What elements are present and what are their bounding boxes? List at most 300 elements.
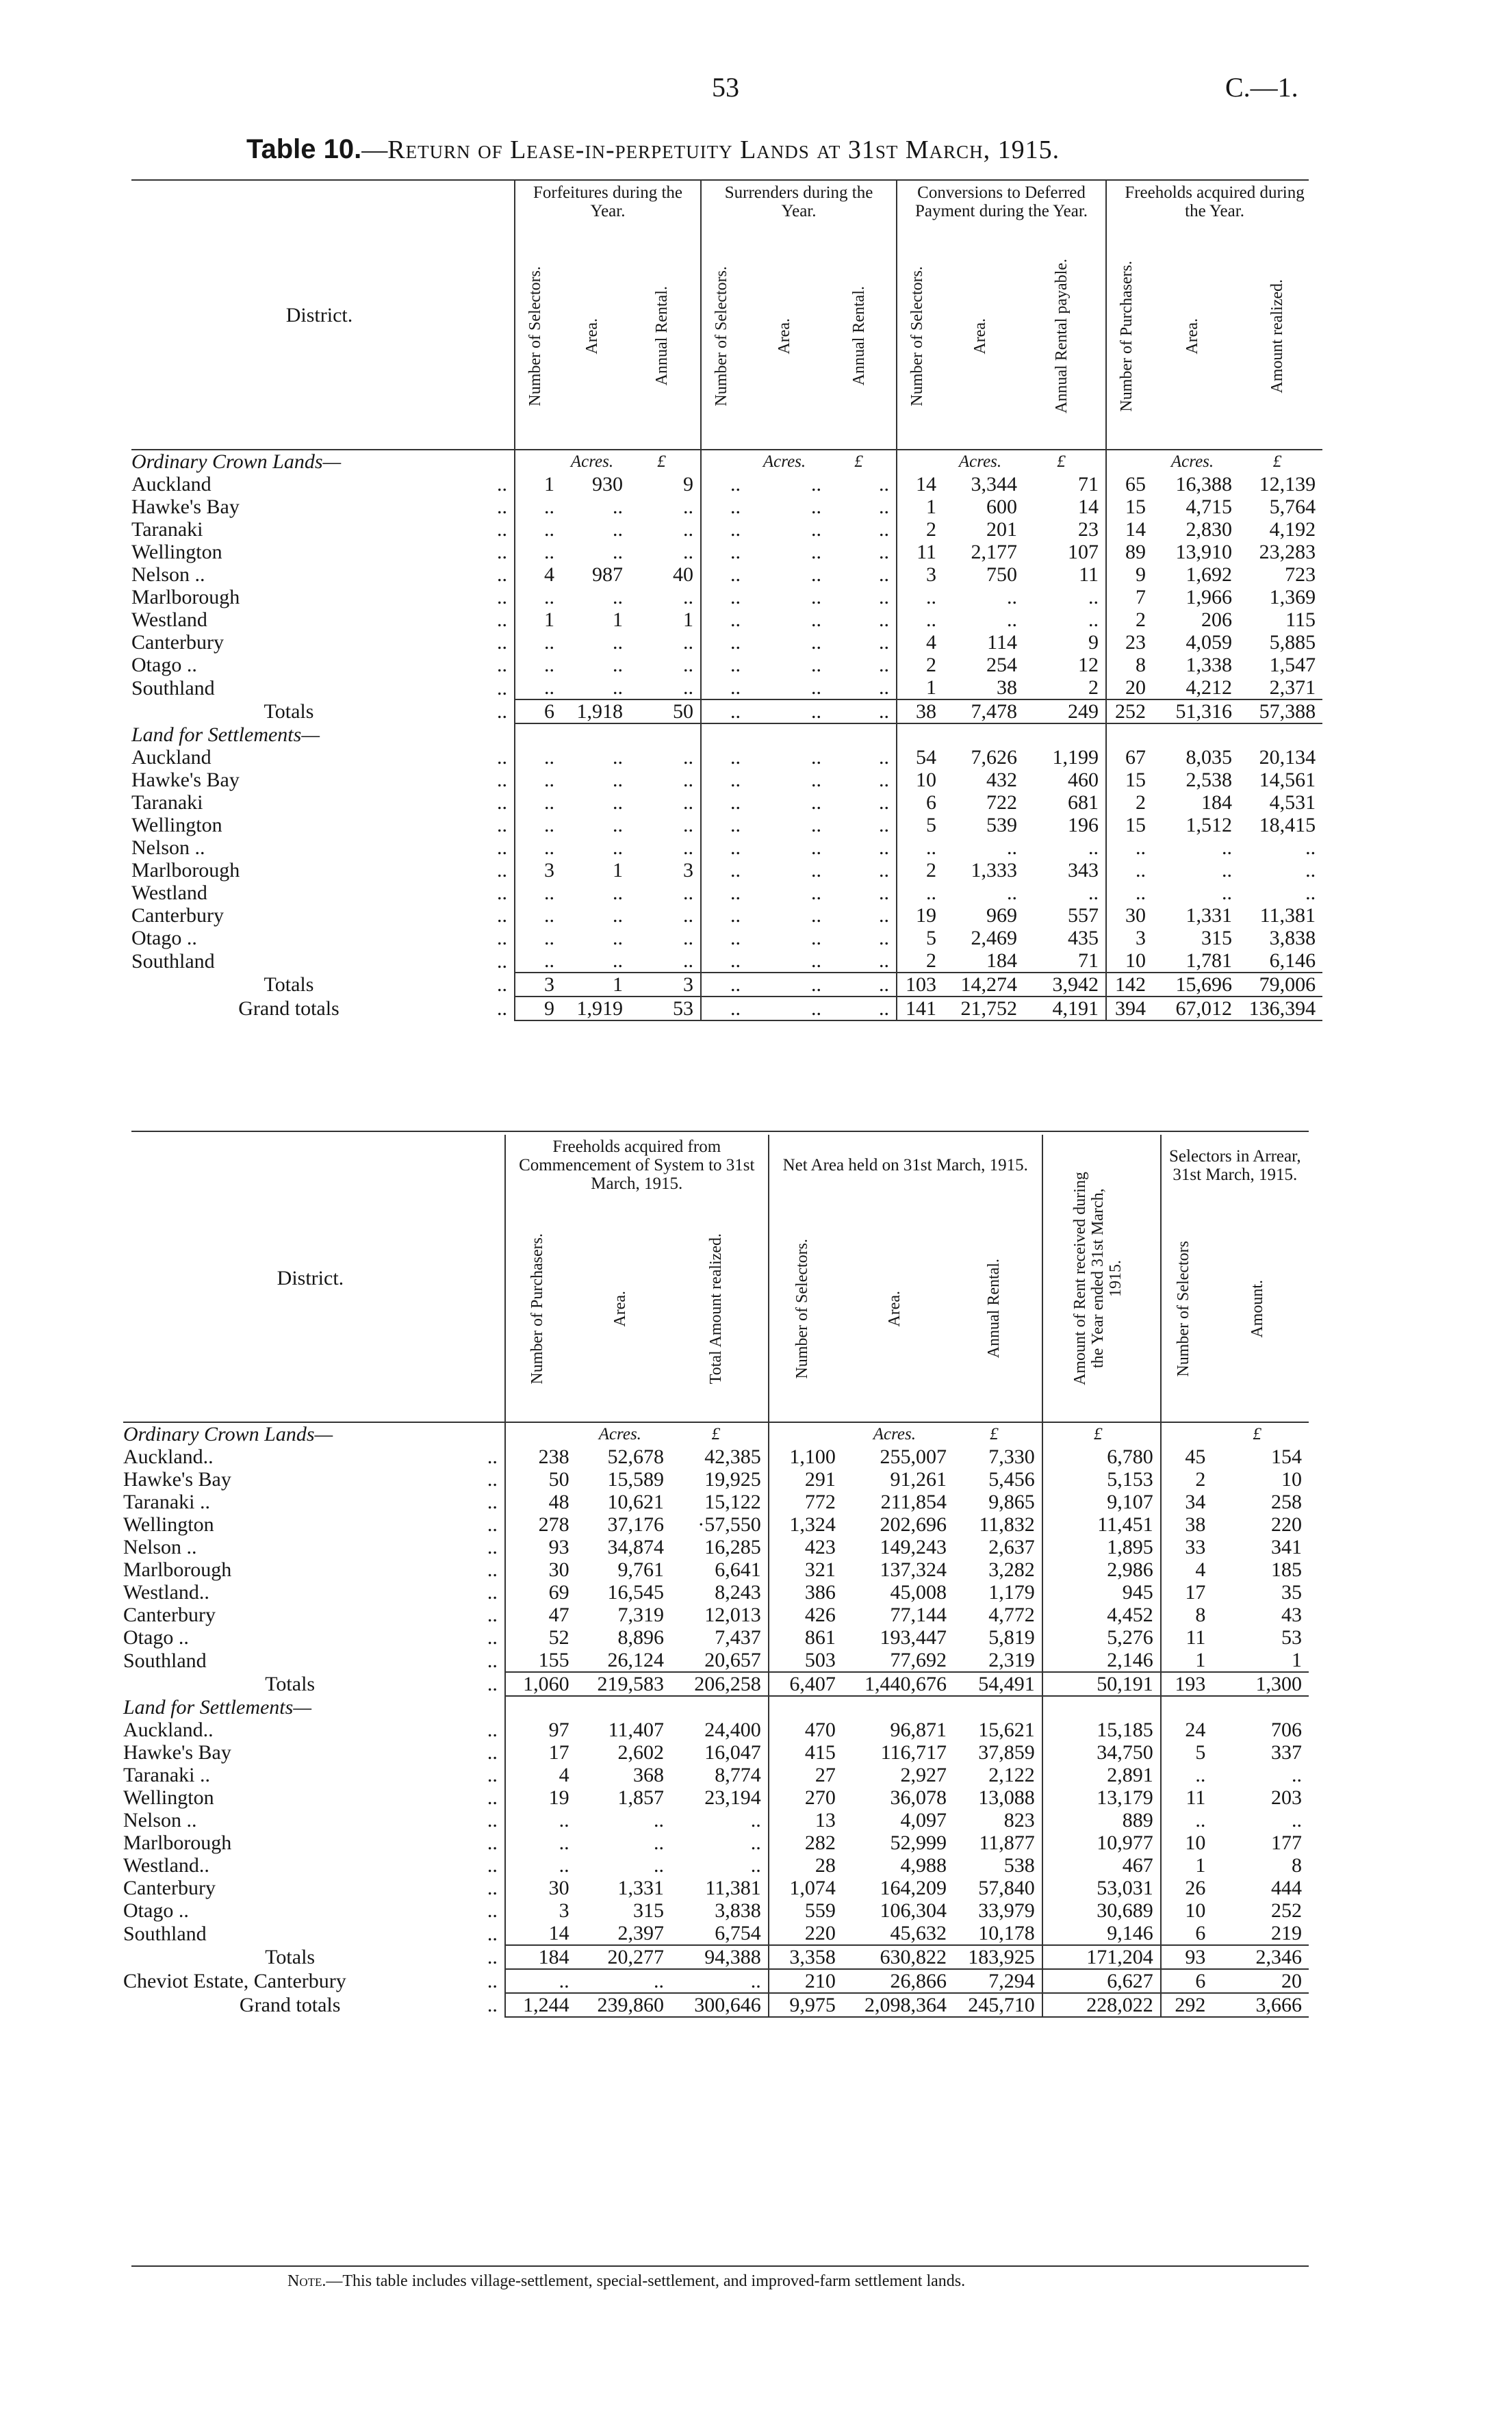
cell-value: 2 — [897, 654, 943, 676]
cell-value: 315 — [1201, 927, 1233, 949]
grand-total-value: .. — [747, 997, 828, 1020]
cell-value: .. — [1305, 882, 1316, 904]
cell-value: 220 — [1271, 1513, 1302, 1536]
cell-value: 35 — [1281, 1581, 1302, 1604]
column-header: Number of Selectors — [1161, 1196, 1213, 1422]
cell-value: 69 — [505, 1581, 576, 1604]
cell-value: 423 — [769, 1536, 843, 1558]
district-header: District. — [285, 303, 353, 326]
cell-value: 2 — [897, 859, 943, 882]
leader-dots: .. — [497, 927, 507, 949]
unit-label — [1042, 1696, 1161, 1719]
cell-value: .. — [1305, 836, 1316, 859]
cell-value: .. — [1222, 836, 1233, 859]
grand-total-value: .. — [828, 997, 897, 1020]
cell-value: 4 — [897, 631, 943, 654]
cell-value: .. — [701, 541, 747, 563]
cell-value: 5,276 — [1042, 1626, 1161, 1649]
cell-value: 11,451 — [1042, 1513, 1161, 1536]
leader-dots: .. — [487, 1604, 498, 1626]
cell-value: .. — [811, 586, 822, 608]
cell-value: 17 — [1161, 1581, 1213, 1604]
unit-label — [576, 1696, 671, 1719]
cell-value: .. — [613, 496, 623, 518]
cell-value: 321 — [769, 1558, 843, 1581]
cell-value: 681 — [1068, 791, 1099, 814]
unit-label — [1239, 723, 1322, 746]
leader-dots: .. — [487, 1445, 498, 1468]
unit-label — [769, 1422, 843, 1445]
bottom-rule — [131, 2265, 1309, 2267]
document-reference: C.—1. — [1225, 72, 1298, 103]
cell-value: 1,966 — [1186, 586, 1233, 608]
total-value: 54,491 — [953, 1672, 1042, 1696]
unit-label: £ — [1272, 452, 1282, 471]
total-value: 3,942 — [1024, 973, 1106, 997]
total-value: 50,191 — [1042, 1672, 1161, 1696]
footnote — [287, 2272, 965, 2291]
freehold-area-table — [123, 1135, 1309, 2018]
cell-value: 10,977 — [1042, 1832, 1161, 1854]
cell-value: .. — [811, 949, 822, 972]
district-name: Southland — [131, 949, 215, 973]
cell-value: .. — [701, 746, 747, 769]
selectors-arrear-group-header: Selectors in Arrear, 31st March, 1915. — [1161, 1135, 1309, 1196]
total-value: 3,358 — [769, 1945, 843, 1969]
cell-value: 26 — [1161, 1877, 1213, 1899]
cell-value: 2 — [897, 949, 943, 973]
cell-value: 435 — [1068, 927, 1099, 949]
cell-value: .. — [897, 586, 943, 608]
grand-total-value: 292 — [1161, 1993, 1213, 2017]
grand-total-value: 300,646 — [671, 1993, 769, 2017]
leader-dots: .. — [497, 769, 507, 791]
cell-value: .. — [613, 676, 623, 699]
unit-label — [897, 450, 943, 473]
cell-value: 3,838 — [715, 1899, 761, 1922]
cell-value: .. — [1292, 1764, 1302, 1786]
leader-dots: .. — [497, 997, 507, 1020]
cell-value: .. — [613, 814, 623, 836]
cell-value: .. — [515, 631, 561, 654]
cell-value: .. — [879, 518, 890, 541]
unit-label — [701, 450, 747, 473]
total-value: .. — [701, 973, 747, 997]
cell-value: .. — [515, 836, 561, 859]
leader-dots: .. — [487, 1877, 498, 1899]
cell-value: .. — [701, 608, 747, 631]
leader-dots: .. — [497, 814, 507, 836]
cell-value: .. — [505, 1969, 576, 1993]
cell-value: 57,840 — [978, 1877, 1035, 1899]
cell-value: .. — [750, 1854, 761, 1877]
district-name: Otago .. — [131, 654, 197, 676]
column-header: Amount. — [1248, 1279, 1266, 1338]
cell-value: 3 — [505, 1899, 576, 1922]
cell-value: 30 — [1106, 904, 1153, 927]
cell-value: 2,177 — [971, 541, 1018, 563]
district-row — [131, 473, 1322, 496]
district-row — [131, 882, 1322, 904]
cell-value: 13 — [769, 1809, 843, 1832]
cell-value: .. — [879, 586, 890, 608]
cell-value: 5 — [1161, 1741, 1213, 1764]
district-name: Westland.. — [123, 1581, 209, 1604]
district-name: Taranaki .. — [123, 1764, 211, 1786]
cell-value: .. — [879, 496, 890, 518]
cell-value: 20 — [1106, 676, 1153, 699]
cell-value: 16,047 — [704, 1741, 761, 1764]
net-area-group-header: Net Area held on 31st March, 1915. — [769, 1135, 1042, 1196]
cell-value: 2,371 — [1269, 676, 1316, 699]
cell-value: 1,333 — [971, 859, 1018, 882]
district-row — [131, 769, 1322, 791]
district-row — [123, 1922, 1309, 1945]
cell-value: 52,678 — [607, 1445, 664, 1468]
cell-value: .. — [613, 882, 623, 904]
unit-label: Acres. — [570, 452, 614, 471]
cell-value: 9 — [683, 473, 694, 496]
cell-value: 1,369 — [1269, 586, 1316, 608]
section-header-row — [131, 723, 1322, 746]
cell-value: 14,561 — [1259, 769, 1316, 791]
cell-value: 177 — [1271, 1832, 1302, 1854]
freeholds-commencement-group-header: Freeholds acquired from Commencement of System to 31st March, 1915. — [505, 1135, 769, 1196]
leader-dots: .. — [487, 1946, 498, 1968]
cell-value: .. — [1305, 859, 1316, 882]
district-name: Nelson .. — [123, 1809, 197, 1832]
grand-total-value: 245,710 — [953, 1993, 1042, 2017]
cell-value: 19 — [897, 904, 943, 927]
middle-rule — [131, 1131, 1309, 1132]
district-header: District. — [277, 1267, 344, 1289]
column-header: Area. — [776, 318, 794, 355]
cell-value: 4,988 — [900, 1854, 947, 1877]
district-name: Westland — [131, 608, 207, 631]
totals-row — [131, 699, 1322, 723]
unit-label — [505, 1696, 576, 1719]
cell-value: 2,538 — [1186, 769, 1233, 791]
unit-label — [1161, 1696, 1213, 1719]
cell-value: .. — [613, 949, 623, 972]
page-number: 53 — [712, 72, 739, 103]
cell-value: 4,192 — [1269, 518, 1316, 541]
cell-value: 71 — [1078, 473, 1099, 496]
cell-value: 4,097 — [900, 1809, 947, 1832]
cell-value: 945 — [1042, 1581, 1161, 1604]
district-name: Marlborough — [123, 1832, 232, 1854]
cell-value: .. — [701, 631, 747, 654]
cell-value: 34,874 — [607, 1536, 664, 1558]
cell-value: .. — [515, 518, 561, 541]
grand-totals-row — [123, 1993, 1309, 2017]
cell-value: 12 — [1078, 654, 1099, 676]
totals-label: Totals — [264, 700, 314, 723]
cell-value: 164,209 — [880, 1877, 947, 1899]
totals-row — [123, 1945, 1309, 1969]
leader-dots: .. — [487, 1649, 498, 1672]
totals-label: Totals — [265, 1673, 316, 1695]
leader-dots: .. — [497, 746, 507, 769]
cell-value: .. — [613, 769, 623, 791]
cell-value: .. — [613, 586, 623, 608]
total-value: 249 — [1024, 699, 1106, 723]
leader-dots: .. — [497, 700, 507, 723]
cell-value: 114 — [987, 631, 1018, 654]
total-value: 93 — [1161, 1945, 1213, 1969]
cell-value: 559 — [769, 1899, 843, 1922]
district-row — [131, 836, 1322, 859]
cell-value: 77,144 — [890, 1604, 947, 1626]
district-row — [131, 904, 1322, 927]
cell-value: 539 — [986, 814, 1018, 836]
cell-value: .. — [1161, 1809, 1213, 1832]
forfeitures-group-header: Forfeitures during the Year. — [515, 181, 701, 223]
cell-value: .. — [515, 927, 561, 949]
total-value: 206,258 — [671, 1672, 769, 1696]
cell-value: 823 — [1003, 1809, 1035, 1832]
cell-value: .. — [654, 1854, 664, 1877]
column-header: Area. — [885, 1290, 904, 1327]
cell-value: 9 — [1106, 563, 1153, 586]
cell-value: .. — [811, 518, 822, 541]
leader-dots: .. — [497, 973, 507, 996]
cell-value: .. — [613, 904, 623, 927]
cell-value: .. — [515, 814, 561, 836]
total-value: 7,478 — [943, 699, 1024, 723]
cell-value: 30,689 — [1042, 1899, 1161, 1922]
cell-value: 291 — [769, 1468, 843, 1491]
leader-dots: .. — [487, 1899, 498, 1922]
cell-value: 52,999 — [890, 1832, 947, 1854]
rent-received-header: Amount of Rent received during the Year ended 31st March, 1915. — [1042, 1135, 1161, 1422]
district-name: Hawke's Bay — [123, 1468, 231, 1491]
district-name: Nelson .. — [123, 1536, 197, 1558]
leader-dots: .. — [497, 473, 507, 496]
grand-total-value: 4,191 — [1024, 997, 1106, 1020]
cell-value: 27 — [769, 1764, 843, 1786]
cell-value: 4,452 — [1042, 1604, 1161, 1626]
cell-value: .. — [701, 949, 747, 973]
unit-label — [1212, 1696, 1309, 1719]
grand-total-value: 21,752 — [943, 997, 1024, 1020]
column-header: Area. — [583, 318, 601, 355]
cell-value: 15 — [1106, 769, 1153, 791]
district-row — [123, 1491, 1309, 1513]
cell-value: 16,285 — [704, 1536, 761, 1558]
cell-value: .. — [879, 904, 890, 927]
cell-value: .. — [811, 746, 822, 769]
cell-value: 8,035 — [1186, 746, 1233, 769]
cell-value: 861 — [769, 1626, 843, 1649]
cell-value: 2,986 — [1042, 1558, 1161, 1581]
cell-value: 444 — [1271, 1877, 1302, 1899]
cell-value: .. — [1222, 859, 1233, 882]
cell-value: 9,761 — [617, 1558, 664, 1581]
district-name: Auckland — [131, 746, 212, 769]
district-row — [131, 814, 1322, 836]
district-row — [131, 791, 1322, 814]
column-header: Number of Selectors. — [515, 223, 561, 450]
section-header-row — [123, 1696, 1309, 1719]
leader-dots: .. — [497, 949, 507, 973]
grand-totals-row — [131, 997, 1322, 1020]
cell-value: 1 — [515, 608, 561, 631]
cell-value: 2,146 — [1042, 1649, 1161, 1672]
cell-value: 67 — [1106, 746, 1153, 769]
cell-value: .. — [683, 496, 694, 518]
district-row — [123, 1832, 1309, 1854]
cell-value: 278 — [505, 1513, 576, 1536]
cell-value: 11,877 — [979, 1832, 1035, 1854]
table-number: Table 10. — [246, 134, 362, 164]
cell-value: 1,692 — [1186, 563, 1233, 586]
unit-label — [897, 723, 943, 746]
unit-label: Acres. — [1170, 452, 1214, 471]
cell-value: .. — [701, 654, 747, 676]
cell-value: .. — [750, 1809, 761, 1832]
unit-label — [1106, 723, 1153, 746]
total-value: .. — [747, 699, 828, 723]
cell-value: .. — [515, 904, 561, 927]
cell-value: 6 — [1161, 1969, 1213, 1993]
cell-value: 1,338 — [1186, 654, 1233, 676]
cell-value: .. — [811, 814, 822, 836]
cell-value: 270 — [769, 1786, 843, 1809]
total-value: 183,925 — [953, 1945, 1042, 1969]
cell-value: .. — [613, 654, 623, 676]
cell-value: .. — [515, 654, 561, 676]
district-name: Otago .. — [131, 927, 197, 949]
cell-value: .. — [505, 1854, 576, 1877]
cell-value: 10 — [1106, 949, 1153, 973]
cell-value: 206 — [1201, 608, 1233, 631]
cell-value: 10,621 — [607, 1491, 664, 1513]
cell-value: 17 — [505, 1741, 576, 1764]
cell-value: 1 — [613, 859, 623, 882]
cell-value: 38 — [997, 676, 1018, 699]
cell-value: 184 — [986, 949, 1018, 972]
total-value: 3 — [515, 973, 561, 997]
cell-value: .. — [613, 541, 623, 563]
district-row — [123, 1741, 1309, 1764]
unit-label: £ — [711, 1425, 721, 1443]
cell-value: 37,859 — [978, 1741, 1035, 1764]
cell-value: 23 — [1078, 518, 1099, 541]
district-name: Taranaki — [131, 791, 203, 814]
cell-value: 2,891 — [1042, 1764, 1161, 1786]
cell-value: 1,324 — [769, 1513, 843, 1536]
grand-total-value: 239,860 — [576, 1993, 671, 2017]
cell-value: 93 — [505, 1536, 576, 1558]
leader-dots: .. — [497, 586, 507, 608]
leader-dots: .. — [497, 496, 507, 518]
cell-value: .. — [1088, 586, 1099, 608]
cell-value: 255,007 — [880, 1445, 947, 1468]
cell-value: 42,385 — [704, 1445, 761, 1468]
cell-value: 3 — [683, 859, 694, 882]
total-value: 1 — [561, 973, 630, 997]
grand-total-value: 1,244 — [505, 1993, 576, 2017]
cell-value: 16,388 — [1175, 473, 1233, 496]
cell-value: .. — [683, 814, 694, 836]
cell-value: .. — [613, 631, 623, 654]
cell-value: 15,621 — [978, 1719, 1035, 1741]
cell-value: 7,330 — [988, 1445, 1035, 1468]
cell-value: .. — [879, 882, 890, 904]
cell-value: 23,194 — [704, 1786, 761, 1809]
cell-value: 45,632 — [890, 1922, 947, 1944]
cell-value: 1,074 — [769, 1877, 843, 1899]
cell-value: 1 — [1161, 1649, 1213, 1672]
cell-value: 203 — [1271, 1786, 1302, 1809]
cell-value: .. — [701, 904, 747, 927]
district-name: Wellington — [123, 1513, 214, 1536]
cell-value: .. — [811, 608, 822, 631]
cell-value: 930 — [592, 473, 623, 496]
leader-dots: .. — [497, 791, 507, 814]
cell-value: .. — [1106, 836, 1153, 859]
cell-value: .. — [701, 586, 747, 608]
cell-value: 1 — [1161, 1854, 1213, 1877]
cell-value: 71 — [1078, 949, 1099, 972]
total-value: 50 — [630, 699, 701, 723]
table-title-text: Return of Lease-in-perpetuity Lands at 31st March, 1915. — [387, 136, 1060, 164]
district-name: Wellington — [131, 814, 222, 836]
cell-value: 219 — [1271, 1922, 1302, 1944]
cell-value: .. — [515, 769, 561, 791]
cell-value: 202,696 — [880, 1513, 947, 1536]
cell-value: 2,927 — [900, 1764, 947, 1786]
cell-value: .. — [811, 836, 822, 859]
cell-value: 210 — [769, 1969, 843, 1993]
total-value: 142 — [1106, 973, 1153, 997]
district-row — [131, 563, 1322, 586]
cell-value: 3 — [515, 859, 561, 882]
cell-value: 1,179 — [988, 1581, 1035, 1604]
cell-value: 2,122 — [988, 1764, 1035, 1786]
cell-value: .. — [701, 927, 747, 949]
cell-value: .. — [811, 541, 822, 563]
cell-value: 13,179 — [1042, 1786, 1161, 1809]
cell-value: .. — [683, 518, 694, 541]
cell-value: 1,547 — [1269, 654, 1316, 676]
cell-value: 337 — [1271, 1741, 1302, 1764]
district-row — [123, 1649, 1309, 1672]
unit-label — [505, 1422, 576, 1445]
total-value: .. — [701, 699, 747, 723]
leader-dots: .. — [487, 1558, 498, 1581]
cell-value: .. — [683, 949, 694, 972]
cell-value: 26,124 — [607, 1649, 664, 1671]
leader-dots: .. — [487, 1994, 498, 2016]
cell-value: 969 — [986, 904, 1018, 927]
total-value: 1,440,676 — [843, 1672, 953, 1696]
cell-value: .. — [1007, 586, 1018, 608]
totals-label: Totals — [265, 1946, 316, 1968]
cell-value: 467 — [1042, 1854, 1161, 1877]
unit-label — [515, 450, 561, 473]
cell-value: .. — [654, 1832, 664, 1854]
cell-value: .. — [515, 746, 561, 769]
unit-label — [561, 723, 630, 746]
total-value: 14,274 — [943, 973, 1024, 997]
cell-value: 2 — [1088, 676, 1099, 699]
unit-label — [630, 723, 701, 746]
cell-value: 9 — [1088, 631, 1099, 654]
district-name: Otago .. — [123, 1899, 189, 1922]
cell-value: 557 — [1068, 904, 1099, 927]
